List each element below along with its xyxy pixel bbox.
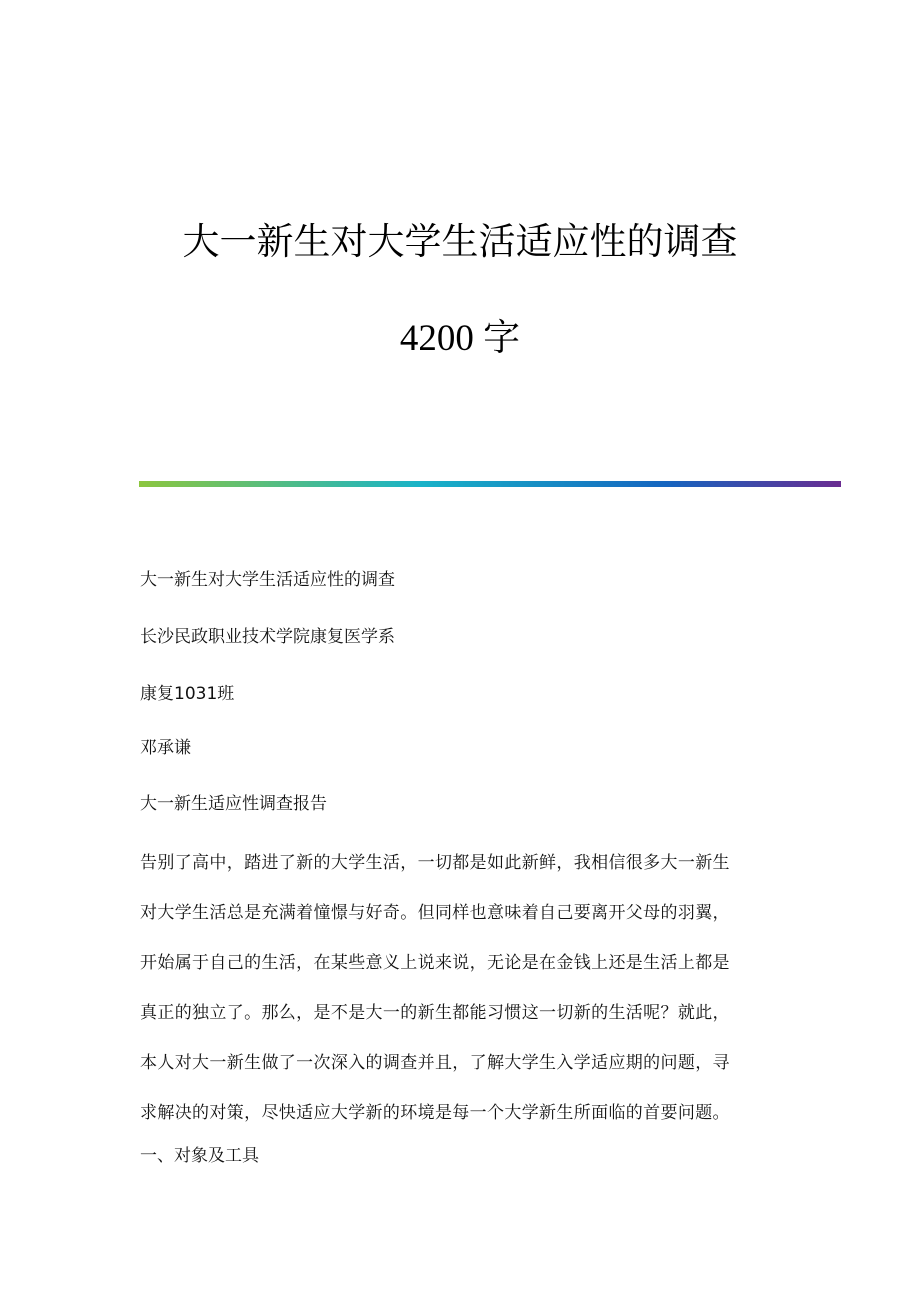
report-title: 大一新生适应性调查报告 [140,794,327,814]
gradient-divider [139,481,841,487]
word-count-number: 4200 [399,318,474,359]
document-title-wordcount [0,314,920,363]
article-heading: 大一新生对大学生活适应性的调查 [140,570,395,590]
word-count-suffix: 字 [483,316,521,359]
paragraph-line: 对大学生活总是充满着憧憬与好奇。但同样也意味着自己要离开父母的羽翼， [140,903,730,923]
paragraph-line: 真正的独立了。那么，是不是大一的新生都能习惯这一切新的生活呢？就此， [140,1003,730,1023]
document-title: 大一新生对大学生活适应性的调查 [182,220,738,263]
paragraph-line: 本人对大一新生做了一次深入的调查并且，了解大学生入学适应期的问题，寻 [140,1053,730,1073]
paragraph-line: 告别了高中，踏进了新的大学生活，一切都是如此新鲜，我相信很多大一新生 [140,853,730,873]
section-heading: 一、对象及工具 [140,1146,259,1166]
paragraph-line: 开始属于自己的生活，在某些意义上说来说，无论是在金钱上还是生活上都是 [140,953,730,973]
paragraph-line: 求解决的对策，尽快适应大学新的环境是每一个大学新生所面临的首要问题。 [140,1103,730,1123]
institution: 长沙民政职业技术学院康复医学系 [140,627,395,647]
author-name: 邓承谦 [140,738,191,758]
class-name: 康复1031班 [140,684,235,704]
intro-paragraph [140,846,772,1146]
